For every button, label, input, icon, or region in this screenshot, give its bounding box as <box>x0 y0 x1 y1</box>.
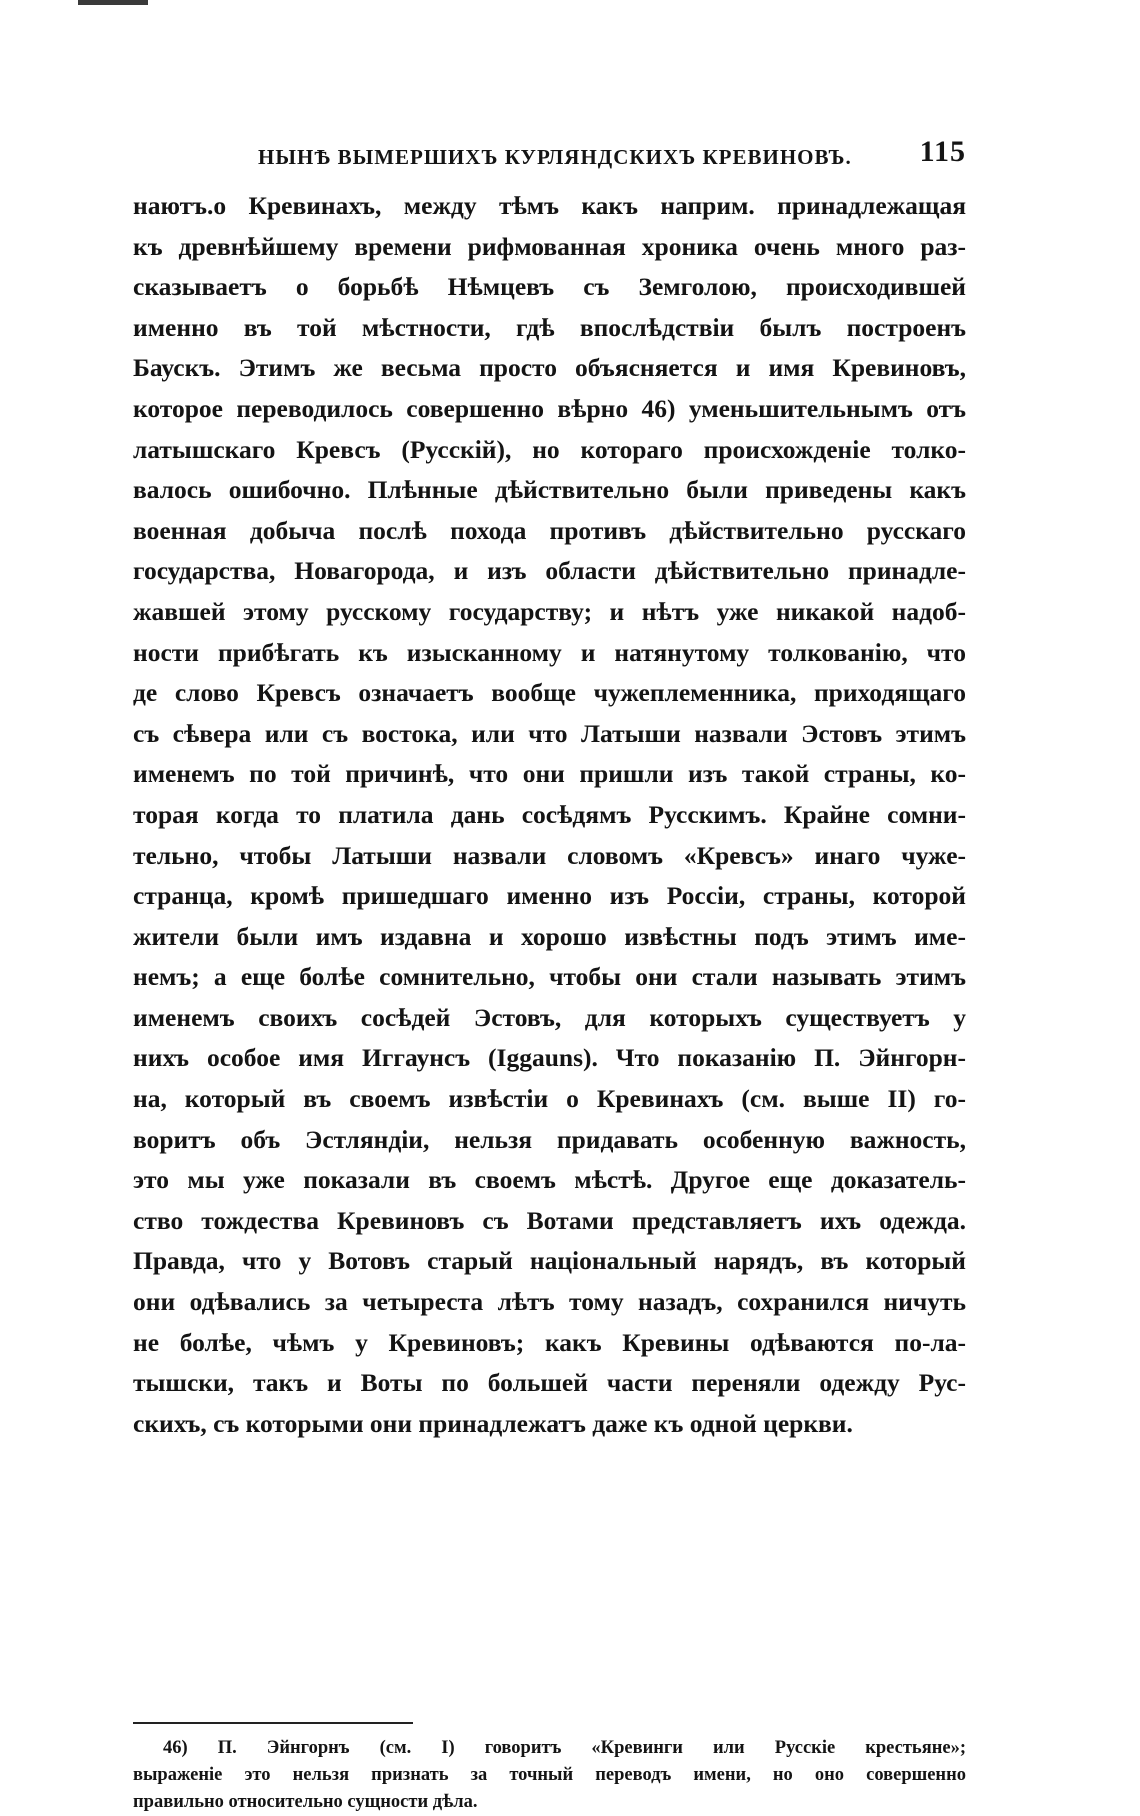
text-line: ности прибѣгать къ изысканному и натянутому толкованію, что <box>133 637 966 667</box>
text-line: на, который въ своемъ извѣстіи о Кревинахъ (см. выше II) го- <box>133 1084 966 1114</box>
text-line: торая когда то платила дань сосѣдямъ Русскимъ. Крайне сомни- <box>133 799 966 829</box>
text-line: которое переводилось совершенно вѣрно 46) уменьшительнымъ отъ <box>133 393 966 423</box>
page-header <box>133 135 966 175</box>
text-line: не болѣе, чѣмъ у Кревиновъ; какъ Кревины одѣваются по-ла- <box>133 1327 966 1357</box>
text-line: тышски, такъ и Воты по большей части переняли одежду Рус- <box>133 1368 966 1398</box>
text-line: жавшей этому русскому государству; и нѣтъ уже никакой надоб- <box>133 596 966 626</box>
text-line: латышскаго Кревсъ (Русскій), но котораго происхожденіе толко- <box>133 434 966 464</box>
text-line: жители были имъ издавна и хорошо извѣстны подъ этимъ име- <box>133 921 966 951</box>
text-line: сказываетъ о борьбѣ Нѣмцевъ съ Земголою, происходившей <box>133 272 966 302</box>
text-line: ство тождества Кревиновъ съ Вотами представляетъ ихъ одежда. <box>133 1205 966 1235</box>
text-line: именемъ своихъ сосѣдей Эстовъ, для которыхъ существуетъ у <box>133 1002 966 1032</box>
running-title: НЫНѢ ВЫМЕРШИХЪ КУРЛЯНДСКИХЪ КРЕВИНОВЪ. <box>258 145 852 169</box>
text-line: тельно, чтобы Латыши назвали словомъ «Кревсъ» инаго чуже- <box>133 840 966 870</box>
text-line: государства, Новагорода, и изъ области дѣйствительно принадле- <box>133 556 966 586</box>
text-line: это мы уже показали въ своемъ мѣстѣ. Другое еще доказатель- <box>133 1165 966 1195</box>
text-line: Правда, что у Вотовъ старый національный нарядъ, въ который <box>133 1246 966 1276</box>
text-line: странца, кромѣ пришедшаго именно изъ Россіи, страны, которой <box>133 881 966 911</box>
text-line: де слово Кревсъ означаетъ вообще чужеплеменника, приходящаго <box>133 678 966 708</box>
scan-edge-mark <box>78 0 148 5</box>
text-line: именемъ по той причинѣ, что они пришли изъ такой страны, ко- <box>133 759 966 789</box>
text-line: именно въ той мѣстности, гдѣ впослѣдствіи былъ построенъ <box>133 312 966 342</box>
footnote-line: правильно относительно сущности дѣла. <box>133 1792 478 1812</box>
footnote-rule <box>133 1722 413 1724</box>
footnote-line: 46) П. Эйнгорнъ (см. I) говоритъ «Кревинги или Русскіе крестьяне»; <box>163 1738 966 1758</box>
footnote <box>133 1735 966 1816</box>
text-line: военная добыча послѣ похода противъ дѣйствительно русскаго <box>133 515 966 545</box>
footnote-line: выраженіе это нельзя признать за точный переводъ имени, но оно совершенно <box>133 1765 966 1785</box>
text-line: валось ошибочно. Плѣнные дѣйствительно были приведены какъ <box>133 475 966 505</box>
text-line: нихъ особое имя Иггаунсъ (Iggauns). Что показанію П. Эйнгорн- <box>133 1043 966 1073</box>
text-line: они одѣвались за четыреста лѣтъ тому назадъ, сохранился ничуть <box>133 1287 966 1317</box>
body-text <box>133 186 966 1444</box>
text-line: скихъ, съ которыми они принадлежатъ даже къ одной церкви. <box>133 1408 853 1438</box>
text-line: Баускъ. Этимъ же весьма просто объясняется и имя Кревиновъ, <box>133 353 966 383</box>
text-line: воритъ объ Эстляндіи, нельзя придавать особенную важность, <box>133 1124 966 1154</box>
text-line: наютъ.о Кревинахъ, между тѣмъ какъ наприм. принадлежащая <box>133 191 966 220</box>
text-line: съ сѣвера или съ востока, или что Латыши назвали Эстовъ этимъ <box>133 718 966 748</box>
page-number: 115 <box>919 135 966 168</box>
text-line: немъ; а еще болѣе сомнительно, чтобы они стали называть этимъ <box>133 962 966 992</box>
text-line: къ древнѣйшему времени рифмованная хроника очень много раз- <box>133 231 966 261</box>
